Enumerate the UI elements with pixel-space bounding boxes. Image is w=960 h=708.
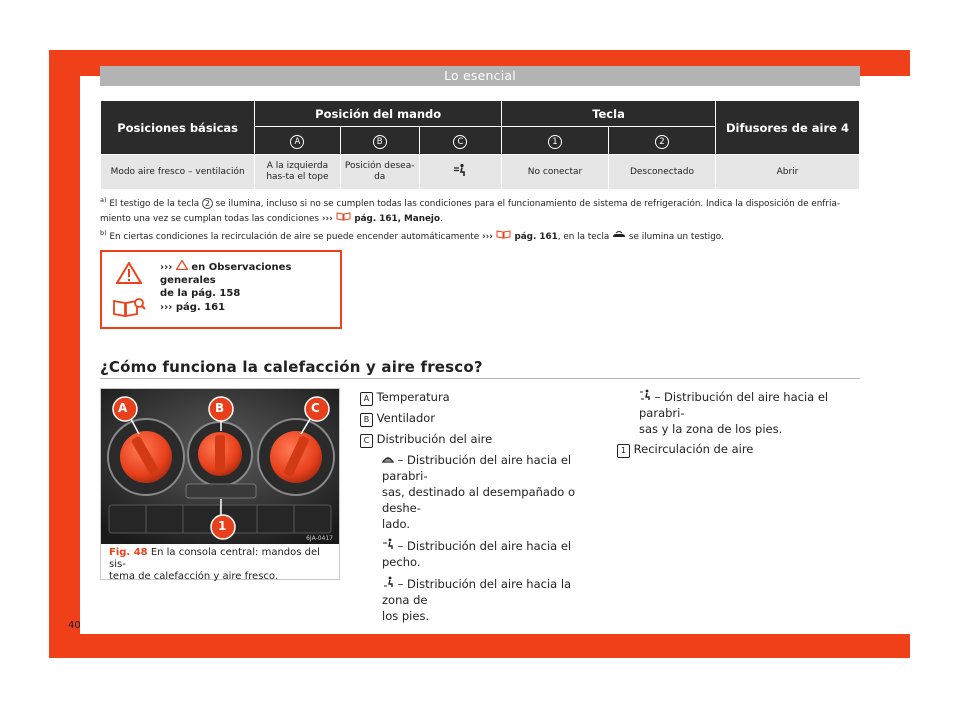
footnote-a: $^{a)}$ El testigo de la tecla 2 se ilumina, incluso si no se cumplen todas las condiciones para el funcionamiento de sistema de refrigeración. Indica la disposición de enfria- miento una vez se cumplan todas las condiciones ››› pág. 161, Manejo. [100, 196, 841, 225]
legend-text: Ventilador [376, 411, 436, 425]
legend-marker: B [360, 413, 373, 427]
footnote-text: se ilumina, incluso si no se cumplen todas las condiciones para el funcionamiento de sistema de refrigeración. Indica la disposición de enfria- [215, 198, 841, 209]
legend-text: Distribución del aire [376, 432, 493, 446]
reference-link[interactable]: pág. 161 [514, 231, 558, 242]
cell-b: Posición desea-da [341, 155, 419, 189]
cell-c [420, 155, 501, 189]
legend-column-right [617, 389, 862, 458]
defrost-windshield-icon [382, 454, 394, 464]
section-header: Lo esencial [100, 66, 860, 86]
air-windshield-feet-icon [639, 389, 651, 401]
cell-a: A la izquierda has-ta el tope [255, 155, 339, 189]
legend-text: lado. [382, 517, 411, 531]
circled-label: C [453, 135, 467, 149]
reference-arrows: ››› [160, 302, 173, 313]
manual-ref-text [160, 302, 225, 313]
legend-item-a [360, 389, 600, 406]
header-air-vents: Difusores de aire 4 [716, 101, 859, 154]
book-reference-icon [336, 211, 352, 221]
legend-item-b [360, 410, 600, 427]
footnote-marker: b) [100, 229, 107, 237]
circled-label: A [290, 135, 304, 149]
subheader-a [255, 127, 339, 154]
footnote-text: miento una vez se cumplan todas las condiciones [100, 214, 320, 225]
figure-label-c: C [311, 401, 320, 415]
figure-label-1: 1 [218, 519, 227, 533]
title-divider [100, 378, 860, 379]
figure-code: 6JA-0417 [306, 535, 333, 542]
legend-item-c [360, 431, 600, 448]
legend-subitem-chest [382, 538, 600, 570]
cell-basic-position: Modo aire fresco – ventilación [101, 155, 254, 189]
subheader-c [420, 127, 501, 154]
air-chest-icon [382, 538, 394, 550]
reference-arrows: ››› [481, 231, 493, 242]
legend-item-1 [617, 441, 862, 458]
figure-number: Fig. 48 [109, 547, 148, 558]
header-control-position: Posición del mando [255, 101, 501, 126]
circled-label: 2 [655, 135, 669, 149]
reference-arrows: ››› [321, 214, 333, 225]
cell-vents: Abrir [716, 155, 859, 189]
air-feet-icon [382, 576, 394, 588]
legend-column-left [360, 389, 600, 624]
legend-text: sas y la zona de los pies. [639, 422, 783, 436]
warning-line[interactable]: en Observaciones generales [160, 262, 292, 286]
figure-caption [109, 547, 334, 583]
figure-label-b: B [215, 401, 225, 415]
footnote-text: , en la tecla [557, 231, 610, 242]
warning-text [160, 260, 340, 300]
footnote-text: se ilumina un testigo. [628, 231, 724, 242]
cell-key-1: No conectar [502, 155, 608, 189]
circled-label: 1 [548, 135, 562, 149]
key-2-badge: 2 [202, 198, 213, 209]
reference-arrows: ››› [160, 262, 173, 273]
warning-line[interactable]: de la pág. 158 [160, 288, 241, 299]
footnote-text: En ciertas condiciones la recirculación de aire se puede encender automáticamente [109, 231, 480, 242]
legend-marker: 1 [617, 444, 630, 458]
manual-ref-link[interactable]: pág. 161 [175, 302, 226, 313]
subheader-2 [609, 127, 715, 154]
header-basic-positions: Posiciones básicas [101, 101, 254, 154]
legend-text: Temperatura [376, 390, 450, 404]
page-number: 40 [68, 620, 81, 631]
cell-key-2: Desconectado [609, 155, 715, 189]
subheader-b [341, 127, 419, 154]
subheader-1 [502, 127, 608, 154]
legend-marker: A [360, 392, 373, 406]
footnote-text: El testigo de la tecla [109, 198, 200, 209]
section-title: ¿Cómo funciona la calefacción y aire fresco? [100, 358, 483, 376]
manual-reference-icon [112, 296, 146, 318]
legend-text: – Distribución del aire hacia el pecho. [382, 539, 572, 569]
legend-text: sas, destinado al desempañado o deshe- [382, 485, 575, 515]
legend-text: Recirculación de aire [633, 442, 754, 456]
caption-text: En la consola central: mandos del sis- [109, 547, 320, 570]
warning-triangle-icon [116, 262, 142, 284]
circled-label: B [373, 135, 387, 149]
settings-table [100, 100, 860, 190]
air-distribution-chest-icon [452, 163, 468, 177]
legend-text: – Distribución del aire hacia el parabri- [382, 453, 572, 483]
reference-link[interactable]: pág. 161, Manejo [354, 214, 440, 225]
legend-text: – Distribución del aire hacia la zona de [382, 577, 572, 607]
book-reference-icon [496, 229, 512, 239]
legend-subitem-feet [382, 576, 600, 624]
figure [100, 388, 340, 580]
legend-subitem-windshield [382, 452, 600, 532]
legend-text: – Distribución del aire hacia el parabri- [639, 390, 829, 420]
legend-subitem-windshield-feet [639, 389, 862, 437]
table-row [101, 155, 859, 189]
footnote-marker: a) [100, 196, 107, 204]
legend-text: los pies. [382, 609, 430, 623]
header-key: Tecla [502, 101, 715, 126]
caption-text: tema de calefacción y aire fresco. [109, 571, 279, 582]
legend-marker: C [360, 434, 373, 448]
warning-box [100, 250, 342, 329]
figure-label-a: A [118, 401, 128, 415]
warning-small-icon [176, 260, 188, 270]
recirculation-car-icon [612, 231, 626, 239]
footnote-b [100, 227, 860, 244]
